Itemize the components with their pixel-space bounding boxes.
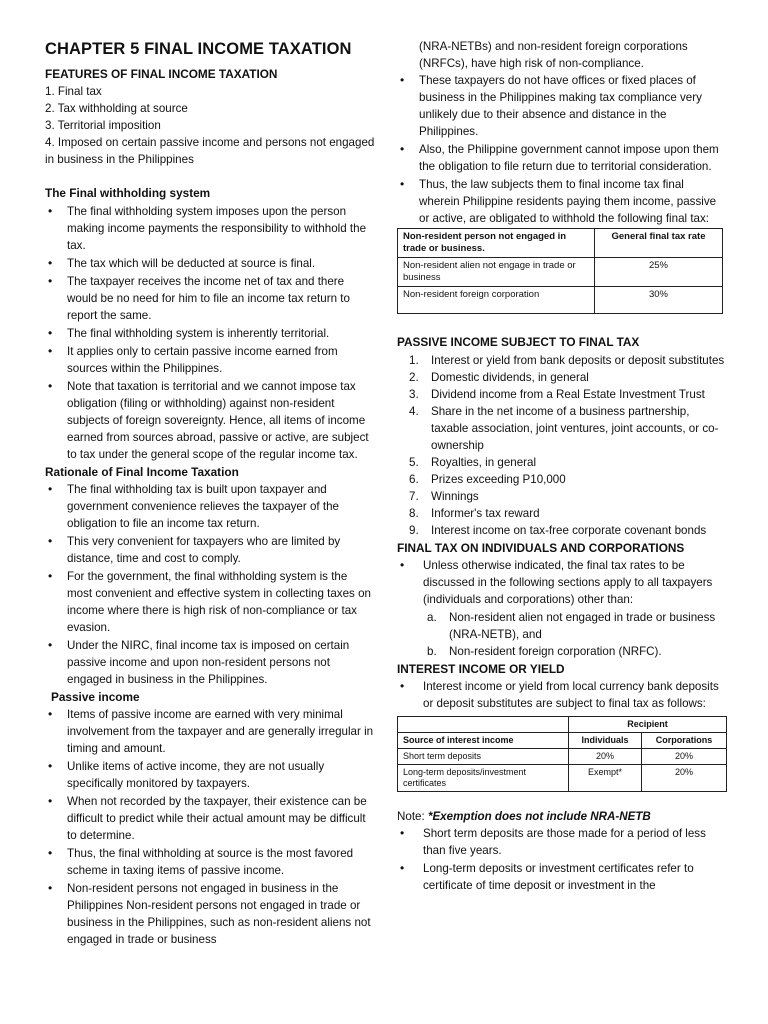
list-number: 7.	[409, 490, 419, 503]
continuation-text: (NRA-NETBs) and non-resident foreign corporations (NRFCs), have high risk of non-compliance.	[419, 40, 688, 70]
list-text: Dividend income from a Real Estate Investment Trust	[431, 388, 705, 401]
ftic-sublist	[397, 609, 727, 660]
feature-item: 3. Territorial imposition	[45, 119, 161, 132]
feature-item: 4. Imposed on certain passive income and persons not engaged in business in the Philippines	[45, 136, 375, 166]
nonresident-tax-table	[397, 228, 723, 314]
iiy-list	[397, 678, 727, 712]
ftic-list	[397, 557, 727, 608]
table-header-cell: General final tax rate	[595, 229, 723, 258]
table-cell: Exempt*	[569, 765, 642, 792]
table-row	[398, 258, 723, 287]
table-row	[398, 749, 727, 765]
table-header-cell: Individuals	[569, 733, 642, 749]
list-item: • For the government, the final withholding system is the most convenient and effective system in collecting taxes on income where there is high risk of non-compliance or tax evasion.	[45, 568, 375, 636]
right-column	[397, 38, 727, 895]
list-number: 8.	[409, 507, 419, 520]
list-item: • Unless otherwise indicated, the final tax rates to be discussed in the following sections apply to all taxpayers (individuals and corporations) other than:	[397, 557, 727, 608]
list-item: • These taxpayers do not have offices or fixed places of business in the Philippines making tax compliance very unlikely due to their absence and distance in the Philippines.	[397, 72, 727, 140]
ftic-heading: FINAL TAX ON INDIVIDUALS AND CORPORATIONS	[397, 541, 685, 555]
list-text: Share in the net income of a business partnership, taxable association, joint ventures, joint accounts, or co-ownership	[431, 405, 719, 452]
list-item: • Note that taxation is territorial and we cannot impose tax obligation (filing or withholding) against non-resident subjects of foreign sovereignty. Hence, all items of income earned from sources abroad, passive or active, are subject to tax under the general scope of the regular income tax.	[45, 378, 375, 463]
list-text: Interest income on tax-free corporate covenant bonds	[431, 524, 707, 537]
list-item: • Long-term deposits or investment certificates refer to certificate of time deposit or investment in the	[397, 860, 727, 894]
pist-list	[397, 352, 727, 539]
pist-heading: PASSIVE INCOME SUBJECT TO FINAL TAX	[397, 335, 640, 349]
fws-list	[45, 203, 375, 463]
list-number: 2.	[409, 371, 419, 384]
list-number: 4.	[409, 405, 419, 418]
list-item	[397, 643, 727, 660]
list-number: 9.	[409, 524, 419, 537]
list-number: 1.	[409, 354, 419, 367]
feature-item: 1. Final tax	[45, 85, 102, 98]
table-cell: Non-resident alien not engage in trade or business	[398, 258, 595, 287]
table-cell: 20%	[642, 749, 727, 765]
table-header-cell	[398, 717, 569, 733]
list-item: • The taxpayer receives the income net of tax and there would be no need for him to file an income tax return to report the same.	[45, 273, 375, 324]
list-item: • Under the NIRC, final income tax is imposed on certain passive income and upon non-resident persons not engaged in business in the Philippines.	[45, 637, 375, 688]
list-item: • Short term deposits are those made for a period of less than five years.	[397, 825, 727, 859]
list-item: • Thus, the final withholding at source is the most favored scheme in taxing items of passive income.	[45, 845, 375, 879]
table-header-cell: Non-resident person not engaged in trade or business.	[398, 229, 595, 258]
list-text: Winnings	[431, 490, 479, 503]
list-item	[397, 609, 727, 643]
list-item: • Unlike items of active income, they are not usually specifically monitored by taxpayers.	[45, 758, 375, 792]
nonresident-list	[397, 72, 727, 227]
list-item	[397, 505, 727, 522]
list-item: • Items of passive income are earned with very minimal involvement from the taxpayer and are generally irregular in timing and amount.	[45, 706, 375, 757]
table-cell: Non-resident foreign corporation	[398, 287, 595, 314]
table-cell: Short term deposits	[398, 749, 569, 765]
list-text: Non-resident foreign corporation (NRFC).	[449, 645, 662, 658]
table-row	[398, 287, 723, 314]
list-item: • It applies only to certain passive income earned from sources within the Philippines.	[45, 343, 375, 377]
list-item	[397, 403, 727, 454]
rationale-list	[45, 481, 375, 688]
passive-heading: Passive income	[51, 690, 140, 704]
list-text: Informer's tax reward	[431, 507, 540, 520]
page-title: CHAPTER 5 FINAL INCOME TAXATION	[45, 40, 352, 58]
left-column	[45, 40, 375, 949]
table-cell: 25%	[595, 258, 723, 287]
list-item: • Also, the Philippine government cannot impose upon them the obligation to file return due to territorial consideration.	[397, 141, 727, 175]
list-letter: b.	[427, 645, 437, 658]
table-cell: 30%	[595, 287, 723, 314]
table-cell: Long-term deposits/investment certificates	[398, 765, 569, 792]
list-letter: a.	[427, 611, 437, 624]
list-text: Interest or yield from bank deposits or deposit substitutes	[431, 354, 725, 367]
list-item	[397, 488, 727, 505]
interest-tax-table	[397, 716, 727, 792]
table-row	[398, 765, 727, 792]
list-number: 5.	[409, 456, 419, 469]
list-item	[397, 352, 727, 369]
table-header-row	[398, 733, 727, 749]
table-header-row	[398, 717, 727, 733]
list-item: • Thus, the law subjects them to final income tax final wherein Philippine residents paying them income, passive or active, are obligated to withhold the following final tax:	[397, 176, 727, 227]
note-prefix: Note:	[397, 810, 428, 823]
table-cell: 20%	[642, 765, 727, 792]
list-item: • This very convenient for taxpayers who are limited by distance, time and cost to comply.	[45, 533, 375, 567]
list-number: 3.	[409, 388, 419, 401]
rationale-heading: Rationale of Final Income Taxation	[45, 465, 239, 479]
feature-item: 2. Tax withholding at source	[45, 102, 188, 115]
list-number: 6.	[409, 473, 419, 486]
table-header-row	[398, 229, 723, 258]
table-header-cell: Corporations	[642, 733, 727, 749]
list-item: • When not recorded by the taxpayer, their existence can be difficult to predict while their actual amount may be difficult to determine.	[45, 793, 375, 844]
list-text: Domestic dividends, in general	[431, 371, 589, 384]
list-item: • Non-resident persons not engaged in business in the Philippines Non-resident persons not engaged in trade or business in the Philippines, such as non-resident aliens not engaged in trade or business	[45, 880, 375, 948]
features-heading: FEATURES OF FINAL INCOME TAXATION	[45, 67, 278, 81]
table-header-cell: Source of interest income	[398, 733, 569, 749]
list-item: • The final withholding system imposes upon the person making income payments the responsibility to withhold the tax.	[45, 203, 375, 254]
list-text: Prizes exceeding P10,000	[431, 473, 566, 486]
table-cell: 20%	[569, 749, 642, 765]
list-item	[397, 471, 727, 488]
note-line	[397, 808, 727, 825]
list-item	[397, 386, 727, 403]
list-item	[397, 454, 727, 471]
table-header-cell: Recipient	[569, 717, 727, 733]
fws-heading: The Final withholding system	[45, 186, 211, 200]
passive-list	[45, 706, 375, 948]
list-item: • Interest income or yield from local currency bank deposits or deposit substitutes are subject to final tax as follows:	[397, 678, 727, 712]
list-text: Royalties, in general	[431, 456, 537, 469]
list-item	[397, 522, 727, 539]
list-item: • The final withholding system is inherently territorial.	[45, 325, 375, 342]
list-item	[397, 369, 727, 386]
iiy-heading: INTEREST INCOME OR YIELD	[397, 662, 565, 676]
list-item: • The final withholding tax is built upon taxpayer and government convenience relieves the taxpayer of the obligation to file an income tax return.	[45, 481, 375, 532]
list-item: • The tax which will be deducted at source is final.	[45, 255, 375, 272]
note-text: *Exemption does not include NRA-NETB	[427, 810, 651, 823]
list-text: Non-resident alien not engaged in trade or business (NRA-NETB), and	[449, 611, 716, 641]
deposit-list	[397, 825, 727, 894]
